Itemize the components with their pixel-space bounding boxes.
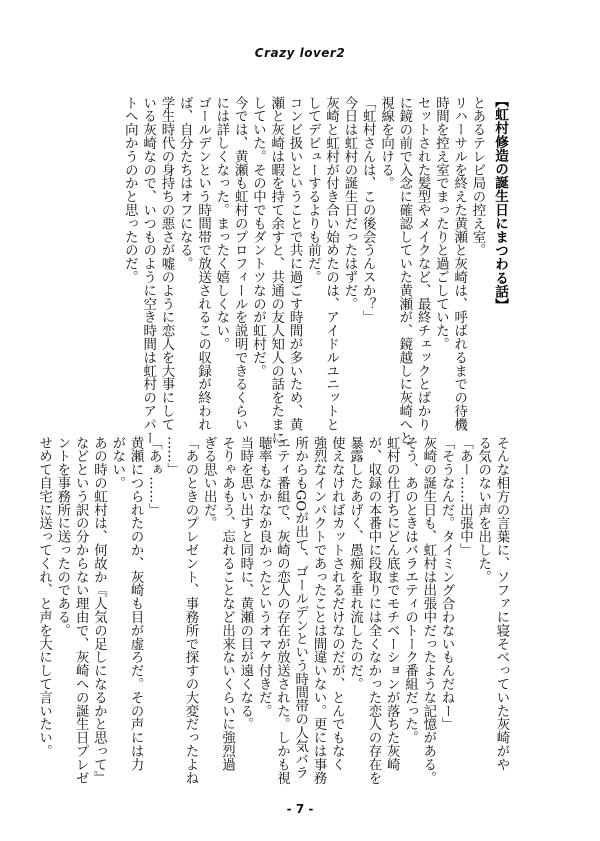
text-line: ントを事務所に送ったのである。 xyxy=(54,436,70,637)
text-block-top xyxy=(91,96,486,445)
text-line: 視線を向ける。 xyxy=(378,96,394,190)
text-line: そう、あのときはバラエティのトーク番組だった。 xyxy=(402,436,418,745)
text-line: 今では、黄瀬も虹村のプロフィールを説明できるくらい xyxy=(232,96,248,431)
text-line: には詳しくなった。まったく嬉しくない。 xyxy=(213,96,229,351)
text-line: ば、自分たちはオフになる。 xyxy=(177,96,193,271)
page-number: - 7 - xyxy=(286,802,314,816)
text-line: 時間を控え室でまったりと過ごしていた。 xyxy=(433,96,449,351)
text-line: 所からもGOが出て、ゴールデンという時間帯の人気バラ xyxy=(292,436,308,780)
text-line: ぎる思い出だ。 xyxy=(201,436,217,530)
text-line: る気のない声を出した。 xyxy=(475,436,491,584)
text-line: していた。その中でもダントツなのが虹村だ。 xyxy=(250,96,266,378)
text-line: セットされた髪型やメイクなど、最終チェックとばかり xyxy=(415,96,431,431)
text-line: ゴールデンという時間帯で放送されるこの収録が終われ xyxy=(195,96,211,431)
text-line: 使えなければカットされるだけなのだが、とんでもなく xyxy=(329,436,345,771)
section-heading: 【虹村修造の誕生日にまつわる話】 xyxy=(492,94,508,312)
text-line: コンビ扱いということで共に過ごす時間が多いため、黄 xyxy=(287,96,303,431)
text-line: 灰崎の誕生日も、虹村は出張中だったような記憶がある。 xyxy=(420,436,436,785)
text-line: 「あのときのプレゼント、事務所で探すの大変だったよね xyxy=(182,436,198,785)
text-line: 当時を思い出すと同時に、黄瀬の目が遠くなる。 xyxy=(237,436,253,731)
text-line: 虹村の仕打ちにどん底までモチベーションが落ちた灰崎 xyxy=(384,436,400,771)
text-line: などという訳の分からない理由で、灰崎への誕生日プレゼ xyxy=(73,436,89,785)
text-line: 聴率もなかなか良かったというオマケ付きだ。 xyxy=(256,436,272,718)
text-line: 黄瀬につられたのか、灰崎も目が虚ろだ。その声には力 xyxy=(128,436,144,771)
text-line: に鏡の前で入念に確認していた黄瀬が、鏡越しに灰崎へと xyxy=(396,96,412,445)
text-line: リハーサルを終えた黄瀬と灰崎は、呼ばれるまでの待機 xyxy=(451,96,467,431)
text-line: 強烈なインパクトであったことは間違いない。更には事務 xyxy=(311,436,327,785)
text-line: ……」 xyxy=(164,436,180,477)
text-line: 「そうなんだ。タイミング合わないもんだねー」 xyxy=(439,436,455,731)
text-line: せめて自宅に送ってくれ、と声を大にして言いたい。 xyxy=(36,436,52,758)
text-line: がない。 xyxy=(109,436,125,490)
text-line: 瀬と灰崎は暇を持て余すと、共通の友人知人の話をたまに xyxy=(268,96,284,445)
text-line: 暴露したあげく、愚痴を垂れ流したのだ。 xyxy=(347,436,363,691)
text-line: 学生時代の身持ちの悪さが嘘のように恋人を大事にして xyxy=(158,96,174,431)
text-line: 「虹村さんは、この後会うんスか？」 xyxy=(360,96,376,324)
text-line: エティ番組で、灰崎の恋人の存在が放送された。しかも視 xyxy=(274,436,290,785)
text-line: そりゃあもう、忘れることなど出来ないくらいに強烈過 xyxy=(219,436,235,771)
text-line: 今日は虹村の誕生日だったはずだ。 xyxy=(341,96,357,311)
text-line: あの時の虹村は、何故か『人気の足しになるかと思って』 xyxy=(91,436,107,785)
text-line: が、収録の本番中に段取りには全くなかった恋人の存在を xyxy=(365,436,381,785)
text-line: 灰崎と虹村が付き合い始めたのは、アイドルユニットと xyxy=(323,96,339,431)
text-block-bottom xyxy=(36,436,510,785)
text-line: 「あぁ……」 xyxy=(146,436,162,517)
running-title: Crazy lover2 xyxy=(254,46,346,60)
text-line: とあるテレビ局の控え室。 xyxy=(470,96,485,257)
text-line: トへ向かうのかと思ったのだ。 xyxy=(122,96,138,284)
text-line: 「あー……出張中」 xyxy=(457,436,473,557)
text-line: いる灰崎なので、いつものように空き時間は虹村のアパー xyxy=(140,96,156,445)
text-line: してデビューするよりも前だ。 xyxy=(305,96,321,284)
text-line: そんな相方の言葉に、ソファに寝そべっていた灰崎がや xyxy=(494,436,509,771)
